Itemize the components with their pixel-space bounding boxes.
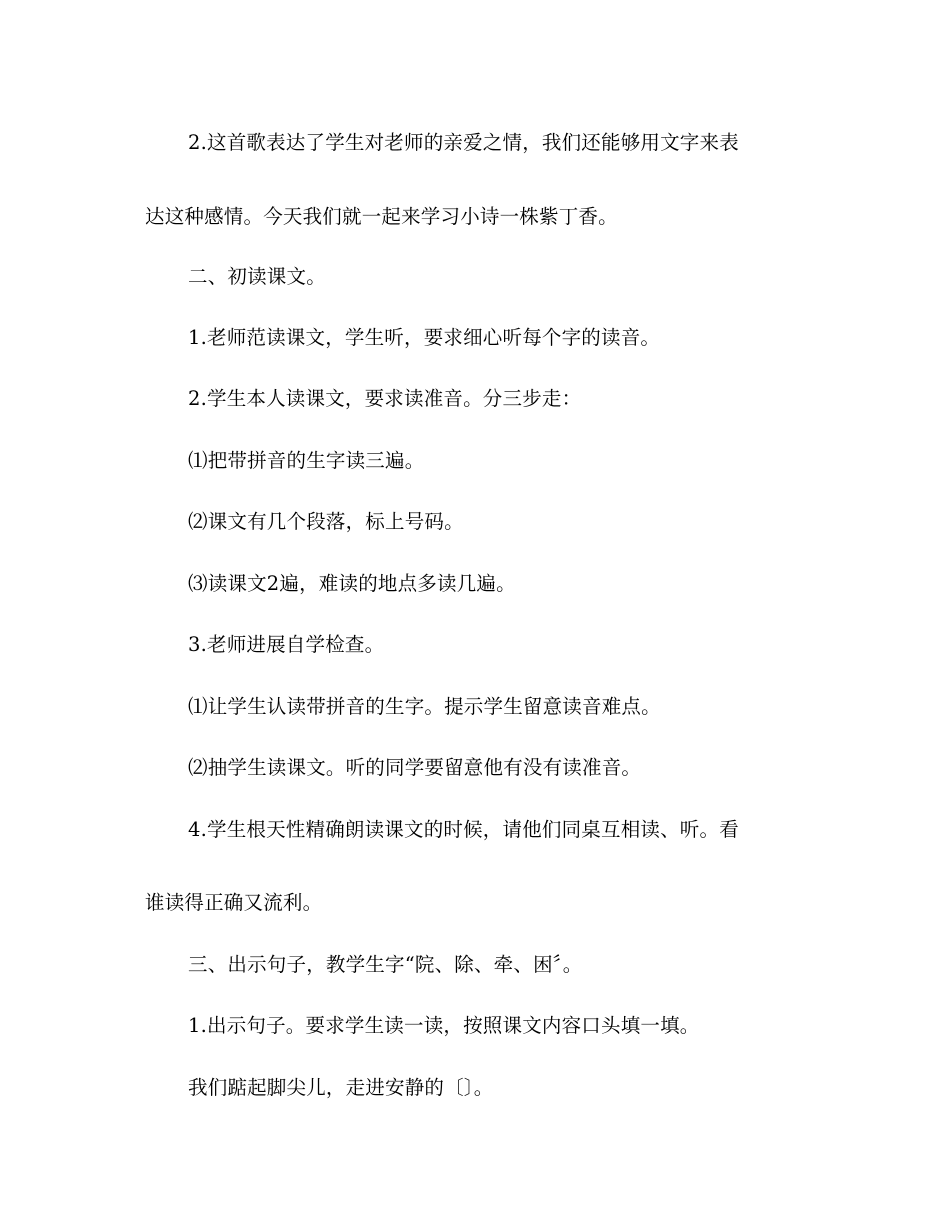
text-line: 3.老师进展自学检查。 <box>188 633 385 656</box>
text-line: ⑴把带拼音的生字读三遍。 <box>188 449 425 472</box>
text-line: 4.学生根天性精确朗读课文的时候，请他们同桌互相读、听。看 <box>188 818 739 841</box>
text-line: ⑵课文有几个段落，标上号码。 <box>188 510 464 533</box>
text-line: 1.出示句子。要求学生读一读，按照课文内容口头填一填。 <box>188 1014 700 1037</box>
section-heading: 三、出示句子，教学生字“院、除、牵、困〞。 <box>188 953 583 976</box>
text-line: 达这种感情。今天我们就一起来学习小诗一株紫丁香。 <box>145 205 618 228</box>
text-line: ⑶读课文2遍，难读的地点多读几遍。 <box>188 572 516 595</box>
text-line: 2.这首歌表达了学生对老师的亲爱之情，我们还能够用文字来表 <box>188 131 739 154</box>
section-heading: 二、初读课文。 <box>188 265 326 288</box>
text-line: 我们踮起脚尖儿，走进安静的〔〕。 <box>188 1076 494 1099</box>
text-line: 谁读得正确又流利。 <box>145 891 323 914</box>
text-line: 2.学生本人读课文，要求读准音。分三步走： <box>188 387 582 410</box>
text-line: ⑴让学生认读带拼音的生字。提示学生留意读音难点。 <box>188 695 661 718</box>
text-line: ⑵抽学生读课文。听的同学要留意他有没有读准音。 <box>188 756 642 779</box>
text-line: 1.老师范读课文，学生听，要求细心听每个字的读音。 <box>188 326 661 349</box>
